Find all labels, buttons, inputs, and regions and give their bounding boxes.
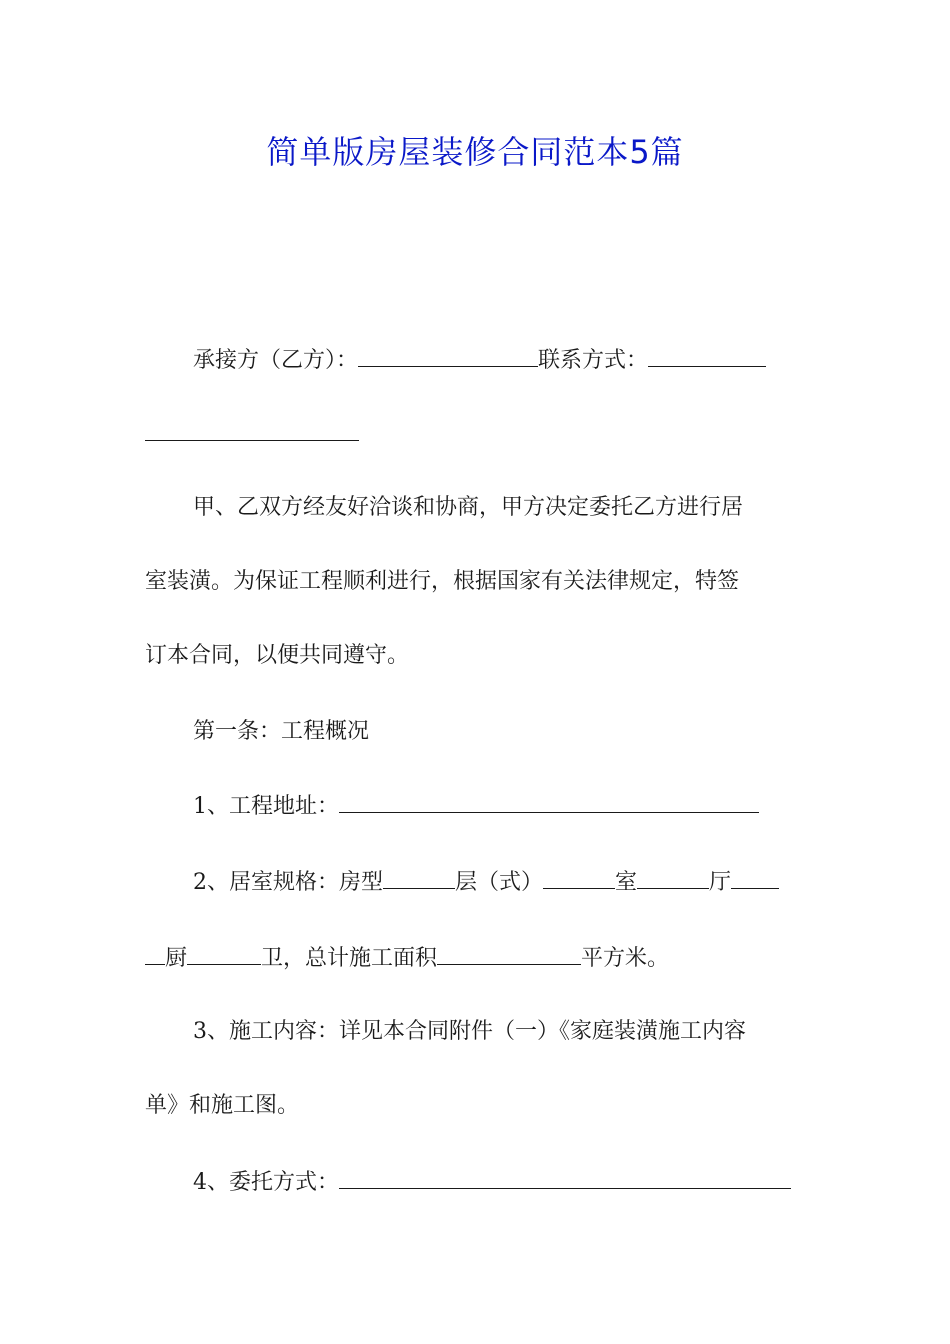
work-content-line-1: 3、施工内容：详见本合同附件（一）《家庭装潢施工内容 [193,1019,746,1044]
room-spec-continuation [145,942,810,975]
address-blank[interactable] [339,790,759,813]
commission-line [145,1166,858,1199]
intro-line-3: 订本合同，以便共同遵守。 [145,643,410,668]
room-spec-line [145,866,858,899]
contractor-name-blank[interactable] [358,344,538,367]
contractor-label: 承接方（乙方）： [193,348,359,373]
room-spec-label: 2、居室规格：房型 [193,870,383,895]
intro-line-2: 室装潢。为保证工程顺利进行，根据国家有关法律规定，特签 [145,569,740,594]
hall-label: 厅 [709,870,732,895]
address-label: 1、工程地址： [193,794,339,819]
floor-blank[interactable] [543,866,615,889]
room-blank[interactable] [637,866,709,889]
address-line [145,790,858,823]
kitchen-blank[interactable] [187,942,261,965]
kitchen-label: 厨 [165,946,188,971]
contact-continuation-line [145,418,810,451]
contractor-line [145,344,858,377]
contact-label: 联系方式： [538,348,649,373]
bath-area-label: 卫，总计施工面积 [261,946,438,971]
house-type-blank[interactable] [383,866,455,889]
contact-blank-continued[interactable] [145,418,359,441]
intro-line-1: 甲、乙双方经友好洽谈和协商，甲方决定委托乙方进行居 [193,495,744,520]
document-title: 简单版房屋装修合同范本5篇 [266,133,684,171]
article1-heading: 第一条：工程概况 [193,719,370,744]
contact-blank[interactable] [648,344,766,367]
area-blank[interactable] [437,942,581,965]
room-label: 室 [615,870,638,895]
floor-label: 层（式） [455,870,544,895]
commission-blank[interactable] [339,1166,791,1189]
hall-blank[interactable] [731,866,779,889]
hall-blank-continued[interactable] [145,942,165,965]
work-content-line-2: 单》和施工图。 [145,1093,300,1118]
commission-label: 4、委托方式： [193,1170,339,1195]
area-unit: 平方米。 [581,946,670,971]
